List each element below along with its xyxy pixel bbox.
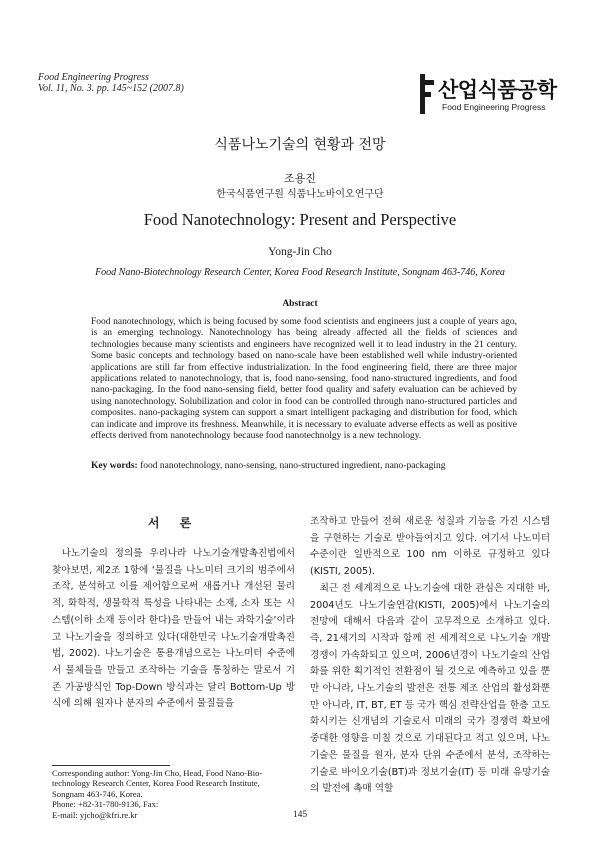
body-paragraph: 최근 전 세계적으로 나노기술에 대한 관심은 지대한 바, 2004년도 나노기술연감(KISTI, 2005)에서 나노기술의 전망에 대해서 다음과 같이 고무적으로 소개하고 있다. 즉, 21세기의 시작과 함께 전 세계적으로 나노기술 개발 경쟁이 가속화되고 있으며, 2006년경이 나노기술의 산업화를 위한 획기적인 전환점이 될 것으로 예측하고 있을 뿐만 아니라, 나노기술의 발전은 전통 제조 산업의 활성화뿐만 아니라, IT, BT, ET 등 국가 핵심 전략산업을 한층 고도화시키는 신개념의 기술로서 미래의 국가 경쟁력 확보에 중대한 영향을 미칠 것으로 기대된다고 적고 있으며, 나노기술은 물질을 원자, 분자 단위 수준에서 분석, 조작하는 기술로 바이오기술(BT)과 정보기술(IT) 등 미래 유망기술의 발전에 촉매 역할 [310,582,550,795]
journal-logo [420,74,565,116]
logo-subtitle: Food Engineering Progress [442,102,546,112]
body-column-right [310,514,550,798]
journal-info [38,72,184,94]
footnote-divider [52,765,170,766]
page-number: 145 [292,810,308,820]
affiliation-korean: 한국식품연구원 식품나노바이오연구단 [216,189,384,200]
journal-volume: Vol. 11, No. 3. pp. 145~152 (2007.8) [38,83,184,94]
footnote-line: technology Research Center, Korea Food Research Institute, [52,778,260,789]
author-korean: 조용진 [284,172,316,185]
author-english: Yong-Jin Cho [268,246,332,258]
footnote-line: Phone: +82-31-780-9136, Fax: [52,799,159,810]
keywords [91,461,531,471]
abstract-text: Food nanotechnology, which is being focused by some food scientists and engineers just a couple of years ago, is an emerging technology. Nanotechnology has being already affected all the fields of sciences and technologies because many scientists and engineers have recognized well it to lead industry in the 21 century. Some basic concepts and technology based on nano-scale have been established well while industry-oriented applications are still far from effective industrialization. In the food engineering field, there are three major applications related to nanotechnology, that is, food nano-sensing, food nano-structured ingredients, and food nano-packaging. In the food nano-sensing field, better food quality and safety evaluation can be achieved by using nanotechnology. Solubilization and color in food can be controlled through nano-structured particles and composites. nano-packaging system can support a smart intelligent packaging and distribution for food, which can indicate and improve its freshness. Meanwhile, it is necessary to evaluate adverse effects as well as positive effects derived from nanotechnology because food nanotechnolgy is a new technology. [91,317,517,442]
footnote-line: Songnam 463-746, Korea. [52,788,143,799]
abstract-heading: Abstract [282,299,318,309]
journal-name: Food Engineering Progress [38,72,149,83]
paper-title-korean: 식품나노기술의 현황과 전망 [214,137,386,153]
body-column-left [52,514,295,713]
logo-mark-icon [420,74,434,114]
section-heading-introduction: 서 론 [147,516,200,530]
footnote-email: E-mail: yjcho@kfri.re.kr [52,809,138,820]
paper-title-english: Food Nanotechnology: Present and Perspective [143,210,457,229]
footnote-line: Corresponding author: Yong-Jin Cho, Head, Food Nano-Bio- [52,768,263,778]
body-paragraph: 조작하고 만들어 전혀 새로운 성질과 기능을 가진 시스템을 구현하는 기술로 받아들여지고 있다. 여기서 나노미터 수준이란 일반적으로 100 nm 이하로 규정하고 있다(KISTI, 2005). [310,516,550,578]
affiliation-english: Food Nano-Biotechnology Research Center, Korea Food Research Institute, Songnam 463-746, Korea [95,267,505,278]
logo-title: 산업식품공학 [438,78,557,102]
keywords-label: Key words: [91,461,138,471]
keywords-text: food nanotechnology, nano-sensing, nano-structured ingredient, nano-packaging [140,461,446,471]
body-paragraph: 나노기술의 정의를 우리나라 나노기술개발촉진법에서 찾아보면, 제2조 1항에 ‘물질을 나노미터 크기의 범주에서 조작, 분석하고 이를 제어함으로써 새롭거나 개선된 물리적, 화학적, 생물학적 특성을 나타내는 소재, 소자 또는 시스템(이하 소재 등이라 한다)을 만들어 내는 과학기술’이라고 나노기술을 정의하고 있다(대한민국 나노기술개발촉진법, 2002). 나노기술은 통용개념으로는 나노미터 수준에서 물체들을 만들고 조작하는 기술을 통칭하는 말로서 기존 가공방식인 Top-Down 방식과는 달리 Bottom-Up 방식에 의해 원자나 분자의 수준에서 물질들을 [52,548,295,710]
